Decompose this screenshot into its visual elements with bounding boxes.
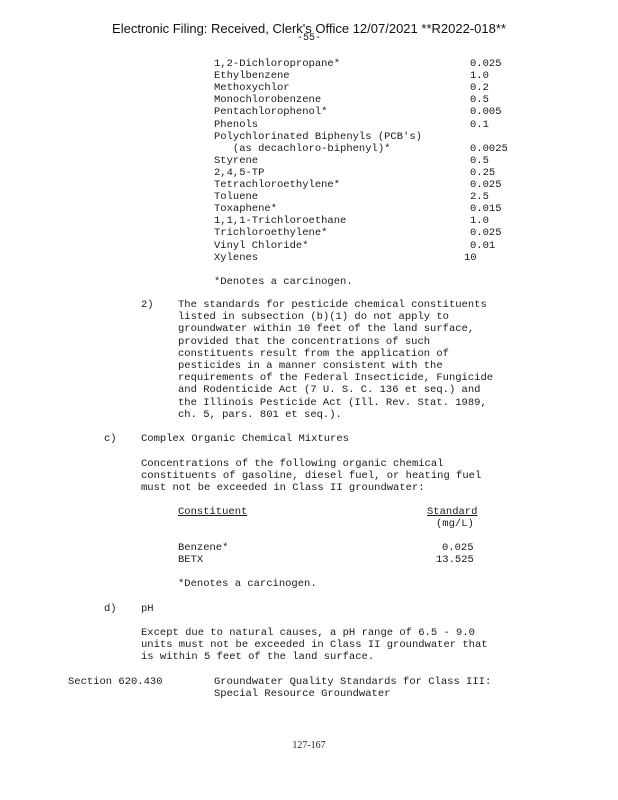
filing-banner: Electronic Filing: Received, Clerk's Office 12/07/2021 **R2022-018** — [112, 21, 506, 36]
constituent-name: 1,2-Dichloropropane* — [214, 58, 341, 70]
constituent-name: Ethylbenzene — [214, 70, 290, 83]
section-d-marker: d) — [104, 603, 117, 615]
constituent-name: 2,4,5-TP — [214, 166, 265, 179]
constituent-name: Trichloroethylene* — [214, 227, 328, 240]
carcinogen-note-2: *Denotes a carcinogen. — [178, 578, 317, 590]
text-line: Concentrations of the following organic chemical — [141, 458, 444, 470]
constituent-name: Monochlorobenzene — [214, 94, 322, 107]
section-c-title: Complex Organic Chemical Mixtures — [141, 433, 349, 445]
constituent-row — [214, 252, 514, 264]
constituent-row — [214, 131, 514, 143]
section-c-text — [141, 458, 481, 495]
text-line: the Illinois Pesticide Act (Ill. Rev. Stat. 1989, — [178, 396, 487, 409]
constituent-value: 10 — [464, 251, 477, 264]
column-header-constituent: Constituent — [178, 506, 248, 518]
section-d-text — [141, 627, 488, 664]
constituent-row — [214, 70, 514, 82]
constituent-row — [214, 94, 514, 106]
constituent-value: 0.5 — [470, 94, 489, 107]
page-footer: 127-167 — [292, 740, 326, 751]
mixture-value: 13.525 — [436, 554, 474, 566]
constituent-row — [214, 203, 514, 215]
text-line: must not be exceeded in Class II groundwater: — [141, 482, 425, 495]
constituent-value: 0.005 — [470, 106, 502, 119]
constituent-value: 0.015 — [470, 203, 502, 216]
text-line: constituents of gasoline, diesel fuel, or heating fuel — [141, 470, 482, 483]
constituent-row — [214, 215, 514, 227]
text-line: pesticides in a manner consistent with the — [178, 360, 443, 373]
constituent-row — [214, 227, 514, 239]
constituent-value: 0.025 — [470, 227, 502, 240]
text-line: listed in subsection (b)(1) do not apply to — [178, 311, 449, 324]
constituent-value: 0.5 — [470, 154, 489, 167]
section-title — [214, 676, 491, 700]
text-line: Special Resource Groundwater — [214, 688, 391, 701]
constituent-value: 0.025 — [470, 179, 502, 191]
text-line: Groundwater Quality Standards for Class III: — [214, 676, 492, 688]
carcinogen-note: *Denotes a carcinogen. — [214, 276, 353, 288]
constituent-row — [214, 179, 514, 191]
text-line: units must not be exceeded in Class II groundwater that — [141, 639, 488, 652]
constituent-value: 0.01 — [470, 239, 496, 252]
text-line: ch. 5, pars. 801 et seq.). — [178, 408, 342, 421]
constituent-name: Phenols — [214, 118, 259, 131]
constituent-value: 0.025 — [470, 58, 502, 70]
constituent-value: 1.0 — [470, 70, 489, 83]
constituent-row — [214, 191, 514, 203]
constituent-name: Tetrachloroethylene* — [214, 179, 341, 191]
text-line: is within 5 feet of the land surface. — [141, 651, 375, 664]
constituent-name: Toluene — [214, 191, 259, 204]
column-unit: (mg/L) — [436, 518, 474, 530]
mixture-name: BETX — [178, 554, 204, 566]
column-header-standard: Standard — [427, 506, 478, 518]
constituent-name: Pentachlorophenol* — [214, 106, 328, 119]
constituent-name: 1,1,1-Trichloroethane — [214, 215, 347, 228]
constituent-row — [214, 167, 514, 179]
constituent-value: 0.25 — [470, 166, 496, 179]
constituent-value: 1.0 — [470, 215, 489, 228]
constituent-name: Methoxychlor — [214, 82, 290, 95]
constituent-row — [214, 143, 514, 155]
constituent-value: 0.1 — [470, 118, 489, 131]
constituent-name: Toxaphene* — [214, 203, 278, 216]
constituent-name: Styrene — [214, 154, 259, 167]
item-2-marker: 2) — [141, 299, 154, 311]
section-c-marker: c) — [104, 433, 117, 445]
constituent-row — [214, 58, 514, 70]
constituent-row — [214, 82, 514, 94]
constituent-row — [214, 106, 514, 118]
section-d-title: pH — [141, 603, 154, 615]
page-number: -55- — [296, 33, 321, 44]
text-line: groundwater within 10 feet of the land surface, — [178, 323, 475, 336]
mixture-value: 0.025 — [442, 542, 474, 554]
constituent-row — [214, 240, 514, 252]
text-line: constituents result from the application of — [178, 347, 449, 360]
constituent-name: Vinyl Chloride* — [214, 239, 309, 252]
constituent-value: 0.0025 — [470, 142, 508, 155]
text-line: provided that the concentrations of such — [178, 335, 431, 348]
constituent-value: 2.5 — [470, 191, 489, 204]
text-line: and Rodenticide Act (7 U. S. C. 136 et seq.) and — [178, 384, 481, 397]
constituent-value: 0.2 — [470, 82, 489, 95]
mixture-name: Benzene* — [178, 542, 229, 554]
text-line: The standards for pesticide chemical constituents — [178, 299, 487, 311]
section-label: Section 620.430 — [68, 676, 163, 688]
constituent-row — [214, 155, 514, 167]
item-2-text — [178, 299, 493, 421]
text-line: Except due to natural causes, a pH range of 6.5 - 9.0 — [141, 627, 475, 639]
constituent-name: (as decachloro-biphenyl)* — [214, 142, 391, 155]
constituent-name: Xylenes — [214, 251, 259, 264]
text-line: requirements of the Federal Insecticide, Fungicide — [178, 372, 494, 385]
constituent-row — [214, 119, 514, 131]
constituent-name: Polychlorinated Biphenyls (PCB's) — [214, 130, 422, 143]
